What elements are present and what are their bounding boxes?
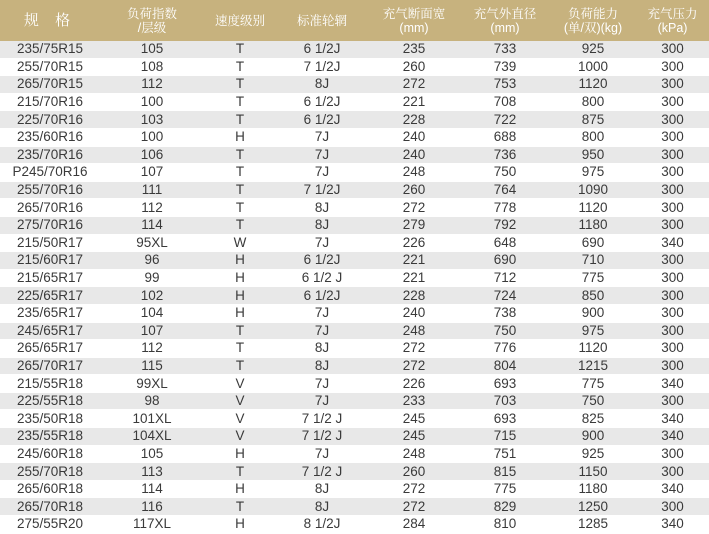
cell-load-capacity: 975: [550, 164, 636, 182]
cell-speed-rating: H: [204, 304, 276, 322]
header-load-index: 负荷指数 /层级: [100, 0, 204, 41]
cell-pressure: 300: [636, 445, 709, 463]
cell-load-capacity: 1000: [550, 58, 636, 76]
cell-speed-rating: V: [204, 392, 276, 410]
cell-load-index: 100: [100, 128, 204, 146]
cell-section-width: 221: [368, 93, 460, 111]
cell-load-capacity: 900: [550, 428, 636, 446]
cell-load-capacity: 750: [550, 392, 636, 410]
cell-pressure: 300: [636, 304, 709, 322]
header-load-capacity: 负荷能力 (单/双)(kg): [550, 0, 636, 41]
cell-load-index: 105: [100, 41, 204, 58]
cell-size: 255/70R18: [0, 463, 100, 481]
header-speed-rating: 速度级别: [204, 0, 276, 41]
cell-diameter: 703: [460, 392, 550, 410]
cell-diameter: 693: [460, 410, 550, 428]
cell-load-index: 98: [100, 392, 204, 410]
cell-load-index: 115: [100, 357, 204, 375]
table-row: [0, 445, 709, 463]
cell-section-width: 228: [368, 111, 460, 129]
cell-load-index: 103: [100, 111, 204, 129]
table-row: [0, 357, 709, 375]
cell-diameter: 804: [460, 357, 550, 375]
cell-size: 255/70R15: [0, 58, 100, 76]
cell-size: 265/70R16: [0, 199, 100, 217]
table-row: [0, 41, 709, 58]
cell-size: 255/70R16: [0, 181, 100, 199]
cell-load-index: 101XL: [100, 410, 204, 428]
cell-section-width: 260: [368, 463, 460, 481]
cell-diameter: 810: [460, 516, 550, 534]
cell-section-width: 272: [368, 357, 460, 375]
table-row: [0, 216, 709, 234]
cell-pressure: 300: [636, 392, 709, 410]
cell-load-capacity: 850: [550, 287, 636, 305]
cell-rim: 7 1/2J: [276, 58, 368, 76]
table-row: [0, 340, 709, 358]
cell-rim: 7J: [276, 445, 368, 463]
cell-speed-rating: H: [204, 516, 276, 534]
cell-section-width: 245: [368, 410, 460, 428]
cell-load-index: 95XL: [100, 234, 204, 252]
header-overall-diameter: 充气外直径 (mm): [460, 0, 550, 41]
cell-load-index: 102: [100, 287, 204, 305]
cell-load-capacity: 1120: [550, 76, 636, 94]
cell-section-width: 226: [368, 234, 460, 252]
cell-size: P245/70R16: [0, 164, 100, 182]
cell-pressure: 340: [636, 428, 709, 446]
table-row: [0, 128, 709, 146]
header-row: [0, 0, 709, 41]
table-row: [0, 252, 709, 270]
cell-speed-rating: T: [204, 93, 276, 111]
cell-rim: 7J: [276, 392, 368, 410]
cell-section-width: 272: [368, 199, 460, 217]
cell-rim: 7J: [276, 234, 368, 252]
cell-diameter: 708: [460, 93, 550, 111]
cell-load-index: 113: [100, 463, 204, 481]
cell-load-capacity: 775: [550, 375, 636, 393]
table-row: [0, 146, 709, 164]
cell-size: 225/55R18: [0, 392, 100, 410]
cell-rim: 7 1/2 J: [276, 410, 368, 428]
cell-size: 265/70R17: [0, 357, 100, 375]
cell-size: 225/65R17: [0, 287, 100, 305]
cell-section-width: 245: [368, 428, 460, 446]
cell-load-capacity: 1120: [550, 199, 636, 217]
cell-section-width: 284: [368, 516, 460, 534]
cell-pressure: 300: [636, 322, 709, 340]
cell-diameter: 753: [460, 76, 550, 94]
cell-pressure: 300: [636, 58, 709, 76]
table-row: [0, 428, 709, 446]
cell-load-index: 107: [100, 322, 204, 340]
cell-load-capacity: 975: [550, 322, 636, 340]
cell-speed-rating: T: [204, 340, 276, 358]
table-row: [0, 392, 709, 410]
table-row: [0, 76, 709, 94]
table-row: [0, 516, 709, 534]
table-body: [0, 41, 709, 533]
cell-section-width: 260: [368, 58, 460, 76]
table-row: [0, 181, 709, 199]
cell-rim: 7 1/2J: [276, 181, 368, 199]
cell-speed-rating: V: [204, 410, 276, 428]
cell-speed-rating: V: [204, 428, 276, 446]
cell-section-width: 240: [368, 146, 460, 164]
cell-load-index: 111: [100, 181, 204, 199]
cell-speed-rating: H: [204, 252, 276, 270]
cell-section-width: 279: [368, 216, 460, 234]
cell-load-index: 116: [100, 498, 204, 516]
cell-pressure: 300: [636, 357, 709, 375]
cell-pressure: 340: [636, 375, 709, 393]
cell-section-width: 221: [368, 252, 460, 270]
cell-section-width: 248: [368, 322, 460, 340]
cell-diameter: 724: [460, 287, 550, 305]
cell-load-index: 104: [100, 304, 204, 322]
cell-diameter: 815: [460, 463, 550, 481]
cell-rim: 6 1/2J: [276, 111, 368, 129]
cell-load-index: 104XL: [100, 428, 204, 446]
cell-speed-rating: H: [204, 445, 276, 463]
cell-diameter: 693: [460, 375, 550, 393]
cell-rim: 8J: [276, 340, 368, 358]
cell-rim: 7J: [276, 322, 368, 340]
cell-size: 235/50R18: [0, 410, 100, 428]
cell-rim: 7J: [276, 375, 368, 393]
cell-size: 245/60R18: [0, 445, 100, 463]
cell-load-capacity: 1250: [550, 498, 636, 516]
cell-diameter: 775: [460, 480, 550, 498]
cell-speed-rating: T: [204, 463, 276, 481]
cell-diameter: 764: [460, 181, 550, 199]
cell-load-capacity: 690: [550, 234, 636, 252]
table-row: [0, 480, 709, 498]
cell-pressure: 300: [636, 76, 709, 94]
cell-speed-rating: T: [204, 111, 276, 129]
cell-load-capacity: 1285: [550, 516, 636, 534]
cell-size: 265/65R17: [0, 340, 100, 358]
table-row: [0, 375, 709, 393]
table-row: [0, 111, 709, 129]
cell-load-index: 108: [100, 58, 204, 76]
cell-diameter: 751: [460, 445, 550, 463]
cell-diameter: 750: [460, 322, 550, 340]
cell-rim: 8J: [276, 216, 368, 234]
table-row: [0, 93, 709, 111]
cell-rim: 8J: [276, 76, 368, 94]
cell-load-capacity: 800: [550, 93, 636, 111]
cell-rim: 8J: [276, 498, 368, 516]
cell-diameter: 712: [460, 269, 550, 287]
cell-load-index: 112: [100, 340, 204, 358]
cell-section-width: 240: [368, 128, 460, 146]
cell-load-index: 100: [100, 93, 204, 111]
cell-size: 235/70R16: [0, 146, 100, 164]
cell-pressure: 300: [636, 252, 709, 270]
cell-rim: 6 1/2J: [276, 93, 368, 111]
cell-load-index: 99: [100, 269, 204, 287]
cell-load-capacity: 900: [550, 304, 636, 322]
cell-pressure: 300: [636, 181, 709, 199]
cell-size: 235/75R15: [0, 41, 100, 58]
cell-diameter: 648: [460, 234, 550, 252]
cell-load-capacity: 1215: [550, 357, 636, 375]
cell-diameter: 739: [460, 58, 550, 76]
cell-speed-rating: T: [204, 41, 276, 58]
cell-load-capacity: 1180: [550, 216, 636, 234]
cell-rim: 8 1/2J: [276, 516, 368, 534]
cell-load-index: 106: [100, 146, 204, 164]
cell-speed-rating: T: [204, 199, 276, 217]
cell-rim: 7J: [276, 146, 368, 164]
cell-section-width: 226: [368, 375, 460, 393]
cell-size: 235/60R16: [0, 128, 100, 146]
cell-load-capacity: 925: [550, 445, 636, 463]
cell-pressure: 300: [636, 498, 709, 516]
cell-pressure: 300: [636, 93, 709, 111]
cell-rim: 7 1/2 J: [276, 463, 368, 481]
cell-speed-rating: T: [204, 164, 276, 182]
cell-load-index: 112: [100, 76, 204, 94]
cell-rim: 7J: [276, 304, 368, 322]
table-row: [0, 304, 709, 322]
cell-diameter: 715: [460, 428, 550, 446]
cell-load-capacity: 800: [550, 128, 636, 146]
cell-pressure: 300: [636, 269, 709, 287]
cell-load-index: 112: [100, 199, 204, 217]
cell-section-width: 221: [368, 269, 460, 287]
cell-rim: 6 1/2J: [276, 287, 368, 305]
cell-load-index: 105: [100, 445, 204, 463]
header-size: 规 格: [0, 0, 100, 41]
cell-pressure: 340: [636, 480, 709, 498]
cell-pressure: 300: [636, 164, 709, 182]
cell-rim: 6 1/2J: [276, 41, 368, 58]
cell-speed-rating: W: [204, 234, 276, 252]
cell-load-capacity: 1180: [550, 480, 636, 498]
cell-section-width: 235: [368, 41, 460, 58]
header-section-width: 充气断面宽 (mm): [368, 0, 460, 41]
cell-size: 225/70R16: [0, 111, 100, 129]
cell-diameter: 690: [460, 252, 550, 270]
cell-size: 215/70R16: [0, 93, 100, 111]
cell-section-width: 260: [368, 181, 460, 199]
cell-load-capacity: 950: [550, 146, 636, 164]
cell-load-capacity: 775: [550, 269, 636, 287]
cell-load-capacity: 1150: [550, 463, 636, 481]
cell-size: 265/60R18: [0, 480, 100, 498]
table-row: [0, 410, 709, 428]
cell-rim: 7J: [276, 164, 368, 182]
cell-speed-rating: T: [204, 216, 276, 234]
cell-speed-rating: T: [204, 322, 276, 340]
cell-pressure: 300: [636, 463, 709, 481]
cell-size: 265/70R18: [0, 498, 100, 516]
cell-pressure: 300: [636, 216, 709, 234]
table-row: [0, 199, 709, 217]
cell-diameter: 829: [460, 498, 550, 516]
cell-section-width: 228: [368, 287, 460, 305]
table-row: [0, 287, 709, 305]
cell-pressure: 340: [636, 516, 709, 534]
cell-load-index: 117XL: [100, 516, 204, 534]
cell-load-capacity: 825: [550, 410, 636, 428]
header-inflation-pressure: 充气压力 (kPa): [636, 0, 709, 41]
cell-rim: 8J: [276, 357, 368, 375]
cell-size: 235/65R17: [0, 304, 100, 322]
cell-pressure: 300: [636, 128, 709, 146]
table-header: [0, 0, 709, 41]
table-row: [0, 164, 709, 182]
cell-rim: 7 1/2 J: [276, 428, 368, 446]
cell-load-index: 96: [100, 252, 204, 270]
cell-diameter: 736: [460, 146, 550, 164]
cell-section-width: 272: [368, 76, 460, 94]
cell-section-width: 248: [368, 164, 460, 182]
cell-section-width: 240: [368, 304, 460, 322]
cell-pressure: 340: [636, 410, 709, 428]
cell-pressure: 340: [636, 234, 709, 252]
cell-load-capacity: 925: [550, 41, 636, 58]
cell-pressure: 300: [636, 340, 709, 358]
cell-load-index: 114: [100, 480, 204, 498]
cell-load-index: 107: [100, 164, 204, 182]
table-row: [0, 498, 709, 516]
cell-rim: 6 1/2J: [276, 252, 368, 270]
cell-speed-rating: H: [204, 269, 276, 287]
cell-load-capacity: 875: [550, 111, 636, 129]
table-row: [0, 463, 709, 481]
table-row: [0, 58, 709, 76]
cell-size: 215/50R17: [0, 234, 100, 252]
cell-rim: 6 1/2 J: [276, 269, 368, 287]
cell-diameter: 776: [460, 340, 550, 358]
cell-size: 235/55R18: [0, 428, 100, 446]
cell-speed-rating: T: [204, 146, 276, 164]
cell-diameter: 792: [460, 216, 550, 234]
cell-speed-rating: T: [204, 357, 276, 375]
cell-diameter: 750: [460, 164, 550, 182]
cell-load-capacity: 710: [550, 252, 636, 270]
cell-load-capacity: 1090: [550, 181, 636, 199]
cell-load-index: 114: [100, 216, 204, 234]
cell-speed-rating: T: [204, 58, 276, 76]
cell-rim: 8J: [276, 480, 368, 498]
cell-speed-rating: T: [204, 181, 276, 199]
cell-rim: 8J: [276, 199, 368, 217]
cell-section-width: 233: [368, 392, 460, 410]
cell-rim: 7J: [276, 128, 368, 146]
cell-size: 265/70R15: [0, 76, 100, 94]
cell-pressure: 300: [636, 111, 709, 129]
cell-speed-rating: V: [204, 375, 276, 393]
cell-pressure: 300: [636, 287, 709, 305]
table-row: [0, 234, 709, 252]
cell-speed-rating: H: [204, 480, 276, 498]
cell-section-width: 272: [368, 480, 460, 498]
cell-diameter: 688: [460, 128, 550, 146]
cell-speed-rating: T: [204, 76, 276, 94]
cell-diameter: 778: [460, 199, 550, 217]
cell-size: 245/65R17: [0, 322, 100, 340]
cell-size: 275/55R20: [0, 516, 100, 534]
cell-section-width: 272: [368, 340, 460, 358]
cell-diameter: 722: [460, 111, 550, 129]
cell-pressure: 300: [636, 199, 709, 217]
cell-size: 215/60R17: [0, 252, 100, 270]
cell-pressure: 300: [636, 146, 709, 164]
header-standard-rim: 标准轮辋: [276, 0, 368, 41]
cell-diameter: 738: [460, 304, 550, 322]
cell-size: 275/70R16: [0, 216, 100, 234]
cell-diameter: 733: [460, 41, 550, 58]
cell-size: 215/55R18: [0, 375, 100, 393]
cell-speed-rating: T: [204, 498, 276, 516]
cell-speed-rating: H: [204, 287, 276, 305]
cell-load-index: 99XL: [100, 375, 204, 393]
cell-size: 215/65R17: [0, 269, 100, 287]
cell-pressure: 300: [636, 41, 709, 58]
table-row: [0, 269, 709, 287]
cell-section-width: 272: [368, 498, 460, 516]
cell-speed-rating: H: [204, 128, 276, 146]
cell-load-capacity: 1120: [550, 340, 636, 358]
cell-section-width: 248: [368, 445, 460, 463]
table-row: [0, 322, 709, 340]
